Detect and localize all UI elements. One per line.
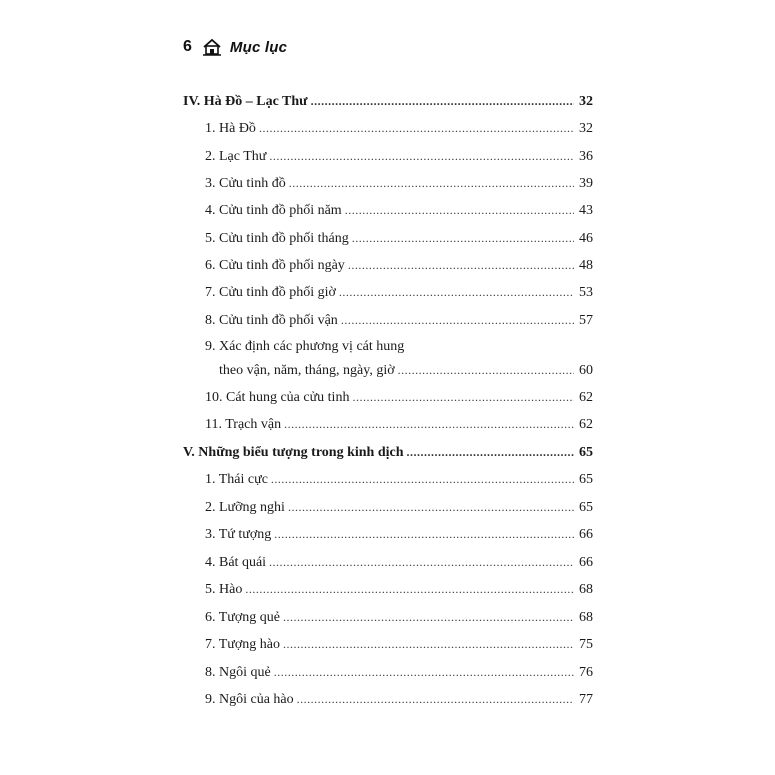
toc-entry-label: 9. Xác định các phương vị cát hung bbox=[205, 339, 405, 354]
toc-entry-label: 3. Tứ tượng bbox=[205, 527, 272, 542]
toc-page-number: 62 bbox=[579, 390, 593, 405]
dot-leader bbox=[271, 470, 574, 488]
toc-page-number: 32 bbox=[579, 94, 593, 109]
toc-page-number: 66 bbox=[579, 527, 593, 542]
dot-leader bbox=[245, 580, 574, 598]
toc-entry-label: 6. Tượng quẻ bbox=[205, 610, 281, 625]
dot-leader bbox=[284, 415, 574, 433]
toc-entry-label: 8. Ngôi quẻ bbox=[205, 665, 271, 680]
toc-entry-label: 1. Hà Đồ bbox=[205, 121, 256, 136]
toc-entry-label: 6. Cửu tinh đồ phối ngày bbox=[205, 258, 345, 273]
toc-entry-label: 10. Cát hung của cửu tinh bbox=[205, 390, 350, 405]
toc-entry[interactable] bbox=[205, 498, 593, 517]
toc-entry-multiline[interactable] bbox=[205, 338, 593, 380]
toc-page-number: 39 bbox=[579, 176, 593, 191]
dot-leader bbox=[407, 443, 575, 461]
dot-leader bbox=[269, 147, 574, 165]
toc-page-number: 48 bbox=[579, 258, 593, 273]
dot-leader bbox=[339, 283, 574, 301]
toc-entry-label: 9. Ngôi của hào bbox=[205, 692, 294, 707]
toc-entry[interactable] bbox=[205, 147, 593, 166]
toc-entry[interactable] bbox=[205, 229, 593, 248]
toc-entry-label: 11. Trạch vận bbox=[205, 417, 282, 432]
toc-entry-label: 2. Lưỡng nghi bbox=[205, 500, 285, 515]
toc-section-label: V. Những biểu tượng trong kinh dịch bbox=[183, 445, 404, 460]
toc-page-number: 76 bbox=[579, 665, 593, 680]
dot-leader bbox=[352, 229, 574, 247]
toc-entry[interactable] bbox=[205, 311, 593, 330]
toc-entry-label: 7. Tượng hào bbox=[205, 637, 281, 652]
toc-page-number: 46 bbox=[579, 231, 593, 246]
dot-leader bbox=[345, 201, 574, 219]
dot-leader bbox=[289, 174, 574, 192]
dot-leader bbox=[341, 311, 574, 329]
toc-entry-label: 1. Thái cực bbox=[205, 472, 268, 487]
dot-leader bbox=[311, 92, 574, 110]
toc-entry[interactable] bbox=[205, 608, 593, 627]
toc-page-number: 53 bbox=[579, 285, 593, 300]
toc-entry[interactable] bbox=[205, 174, 593, 193]
toc-entry[interactable] bbox=[205, 388, 593, 407]
toc-entry[interactable] bbox=[205, 553, 593, 572]
toc-entry[interactable] bbox=[205, 690, 593, 709]
toc-page-number: 68 bbox=[579, 610, 593, 625]
dot-leader bbox=[283, 635, 574, 653]
toc-entry[interactable] bbox=[205, 663, 593, 682]
toc-entry-label: 4. Bát quái bbox=[205, 555, 267, 570]
toc-entry[interactable] bbox=[205, 119, 593, 138]
toc-entry[interactable] bbox=[205, 525, 593, 544]
toc-section-heading[interactable] bbox=[183, 443, 593, 462]
toc-page-number: 75 bbox=[579, 637, 593, 652]
toc-entry[interactable] bbox=[205, 415, 593, 434]
dot-leader bbox=[352, 388, 574, 406]
dot-leader bbox=[274, 663, 574, 681]
dot-leader bbox=[398, 361, 574, 379]
toc-entry-label: 7. Cửu tinh đồ phối giờ bbox=[205, 285, 336, 300]
page-title: Mục lục bbox=[229, 38, 288, 56]
toc-entry[interactable] bbox=[205, 283, 593, 302]
dot-leader bbox=[274, 525, 574, 543]
dot-leader bbox=[283, 608, 574, 626]
page-number: 6 bbox=[183, 38, 192, 55]
toc-page-number: 36 bbox=[579, 149, 593, 164]
toc-entry-label: 2. Lạc Thư bbox=[205, 149, 267, 164]
toc-entry[interactable] bbox=[205, 635, 593, 654]
toc-page-number: 57 bbox=[579, 313, 593, 328]
toc-page-number: 65 bbox=[579, 445, 593, 460]
toc-page-number: 60 bbox=[579, 363, 593, 378]
dot-leader bbox=[259, 119, 574, 137]
toc-entry[interactable] bbox=[205, 580, 593, 599]
toc-page-number: 68 bbox=[579, 582, 593, 597]
toc-page-number: 65 bbox=[579, 472, 593, 487]
toc-page-number: 32 bbox=[579, 121, 593, 136]
toc-entry[interactable] bbox=[205, 256, 593, 275]
toc-page-number: 65 bbox=[579, 500, 593, 515]
toc-page-number: 66 bbox=[579, 555, 593, 570]
dot-leader bbox=[348, 256, 574, 274]
dot-leader bbox=[297, 690, 574, 708]
toc-section-heading[interactable] bbox=[183, 92, 593, 111]
toc-section-label: IV. Hà Đồ – Lạc Thư bbox=[183, 94, 308, 109]
dot-leader bbox=[269, 553, 574, 571]
toc-page-number: 77 bbox=[579, 692, 593, 707]
toc-entry-label: 5. Cửu tinh đồ phối tháng bbox=[205, 231, 349, 246]
toc-page-number: 62 bbox=[579, 417, 593, 432]
dot-leader bbox=[288, 498, 574, 516]
toc-entry-label: 5. Hào bbox=[205, 582, 243, 597]
toc-entry[interactable] bbox=[205, 201, 593, 220]
toc-entry-label: 3. Cửu tinh đồ bbox=[205, 176, 286, 191]
toc-entry-label-continued: theo vận, năm, tháng, ngày, giờ bbox=[219, 363, 395, 378]
toc-page-number: 43 bbox=[579, 203, 593, 218]
toc-entry[interactable] bbox=[205, 470, 593, 489]
toc-entry-label: 8. Cửu tinh đồ phối vận bbox=[205, 313, 338, 328]
toc-entry-label: 4. Cửu tinh đồ phối năm bbox=[205, 203, 342, 218]
